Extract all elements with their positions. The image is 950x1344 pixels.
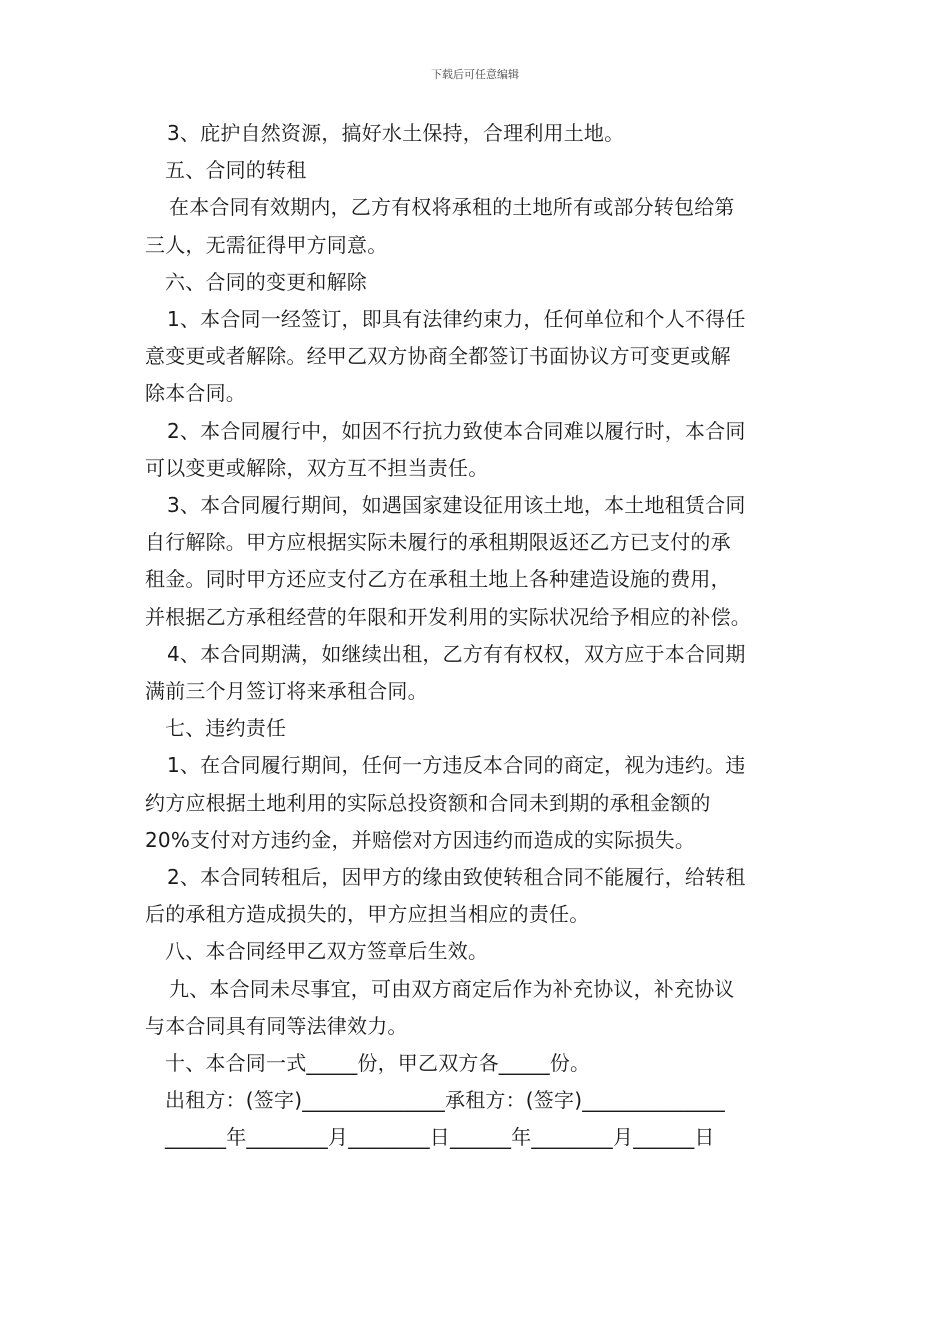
clause-line: 20%支付对方违约金，并赔偿对方因违约而造成的实际损失。 bbox=[145, 827, 696, 852]
signature-line: 出租方：(签字)______________承租方：(签字)______________ bbox=[165, 1088, 726, 1113]
clause-line: 除本合同。 bbox=[145, 381, 246, 406]
section-heading: 九、本合同未尽事宜，可由双方商定后作为补充协议，补充协议 bbox=[169, 976, 735, 1001]
clause-line: 满前三个月签订将来承租合同。 bbox=[145, 679, 428, 704]
clause-line: 在本合同有效期内，乙方有权将承租的土地所有或部分转包给第 bbox=[169, 195, 735, 220]
clause-line: 约方应根据土地利用的实际总投资额和合同未到期的承租金额的 bbox=[145, 790, 711, 815]
clause-line: 2、本合同履行中，如因不行抗力致使本合同难以履行时，本合同 bbox=[167, 418, 746, 443]
contract-body bbox=[145, 115, 810, 1157]
clause-line: 3、庇护自然资源，搞好水土保持，合理利用土地。 bbox=[167, 121, 625, 145]
section-heading: 十、本合同一式_____份，甲乙双方各_____份。 bbox=[165, 1051, 591, 1076]
clause-line: 三人，无需征得甲方同意。 bbox=[145, 232, 388, 257]
page-header: 下载后可任意编辑 bbox=[431, 68, 519, 81]
date-line: ______年________月________日______年________月______日 bbox=[165, 1125, 715, 1150]
clause-line: 后的承租方造成损失的，甲方应担当相应的责任。 bbox=[145, 902, 590, 927]
clause-line: 与本合同具有同等法律效力。 bbox=[145, 1013, 408, 1038]
clause-line: 并根据乙方承租经营的年限和开发利用的实际状况给予相应的补偿。 bbox=[145, 604, 751, 629]
clause-line: 2、本合同转租后，因甲方的缘由致使转租合同不能履行，给转租 bbox=[167, 865, 746, 890]
clause-line: 可以变更或解除，双方互不担当责任。 bbox=[145, 455, 489, 480]
clause-line: 意变更或者解除。经甲乙双方协商全都签订书面协议方可变更或解 bbox=[145, 344, 731, 369]
clause-line: 1、在合同履行期间，任何一方违反本合同的商定，视为违约。违 bbox=[167, 753, 746, 778]
clause-line: 租金。同时甲方还应支付乙方在承租土地上各种建造设施的费用， bbox=[145, 567, 731, 592]
clause-line: 自行解除。甲方应根据实际未履行的承租期限返还乙方已支付的承 bbox=[145, 530, 731, 555]
section-heading: 八、本合同经甲乙双方签章后生效。 bbox=[165, 939, 489, 964]
clause-line: 4、本合同期满，如继续出租，乙方有有权权，双方应于本合同期 bbox=[167, 641, 746, 666]
section-heading: 五、合同的转租 bbox=[165, 158, 307, 183]
section-heading: 六、合同的变更和解除 bbox=[165, 269, 367, 294]
clause-line: 3、本合同履行期间，如遇国家建设征用该土地，本土地租赁合同 bbox=[167, 493, 746, 518]
clause-line: 1、本合同一经签订，即具有法律约束力，任何单位和个人不得任 bbox=[167, 307, 746, 332]
section-heading: 七、违约责任 bbox=[165, 716, 287, 741]
